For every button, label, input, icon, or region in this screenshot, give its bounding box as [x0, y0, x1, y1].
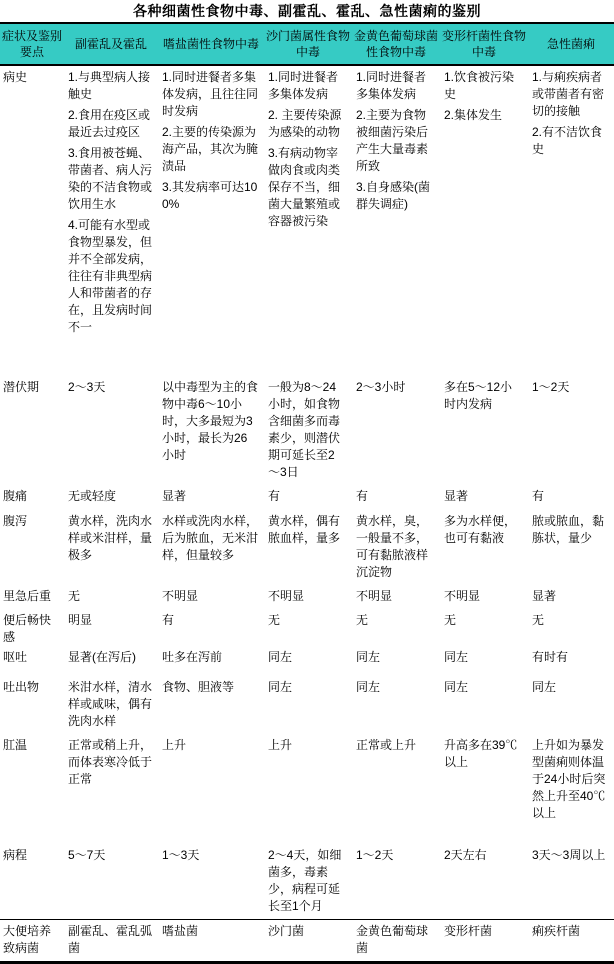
- cell-paragraph: 同左: [532, 680, 557, 694]
- cell-paragraph: 有: [356, 489, 369, 503]
- table-cell: [528, 734, 614, 844]
- table-cell: [64, 920, 158, 963]
- table-row: [0, 376, 614, 485]
- cell-paragraph: 黄水样，洗肉水样或米泔样，量极多: [68, 514, 153, 562]
- table-cell: [264, 585, 352, 609]
- cell-paragraph: 同左: [356, 650, 381, 664]
- table-cell: [352, 585, 440, 609]
- table-cell: [264, 376, 352, 485]
- cell-paragraph: 2～3天: [68, 380, 106, 394]
- table-cell: [264, 485, 352, 510]
- cell-paragraph: 3.其发病率可达100%: [162, 180, 258, 211]
- cell-paragraph: 同左: [268, 650, 293, 664]
- cell-paragraph: 3天～3周以上: [532, 848, 606, 862]
- cell-paragraph: 无: [68, 589, 81, 603]
- cell-paragraph: 黄水样，臭，一般量不多，可有黏脓液样沉淀物: [356, 514, 429, 579]
- table-row: [0, 485, 614, 510]
- table-cell: [64, 609, 158, 646]
- table-row: [0, 646, 614, 676]
- table-cell: [440, 585, 528, 609]
- table-cell: [158, 65, 264, 376]
- table-cell: [64, 676, 158, 734]
- cell-paragraph: 1～3天: [162, 848, 200, 862]
- table-cell: [352, 646, 440, 676]
- table-cell: [352, 676, 440, 734]
- cell-paragraph: 不明显: [444, 589, 481, 603]
- cell-paragraph: 正常或上升: [356, 738, 417, 752]
- cell-paragraph: 变形杆菌: [444, 924, 493, 938]
- cell-paragraph: 显著(在泻后): [68, 650, 136, 664]
- table-cell: [158, 676, 264, 734]
- cell-paragraph: 上升如为暴发型菌痢则体温于24小时后突然上升至40℃以上: [532, 738, 606, 820]
- table-cell: [528, 844, 614, 920]
- table-cell: [440, 485, 528, 510]
- table-cell: [352, 510, 440, 585]
- row-label: 潜伏期: [3, 380, 40, 394]
- table-cell: [64, 585, 158, 609]
- cell-paragraph: 有时有: [532, 650, 569, 664]
- cell-paragraph: 无或轻度: [68, 489, 117, 503]
- row-label: 腹痛: [3, 489, 28, 503]
- cell-paragraph: 食物、胆液等: [162, 680, 235, 694]
- cell-paragraph: 2.主要的传染源为海产品，其次为腌渍品: [162, 125, 259, 173]
- table-cell: [158, 844, 264, 920]
- table-body: [0, 65, 614, 963]
- cell-paragraph: 有: [268, 489, 281, 503]
- table-cell: [440, 65, 528, 376]
- table-cell: [158, 734, 264, 844]
- row-label: 肛温: [3, 738, 28, 752]
- cell-paragraph: 脓或脓血，黏胨状，量少: [532, 514, 605, 545]
- table-cell: [264, 734, 352, 844]
- table-cell: [528, 485, 614, 510]
- table-cell: [158, 920, 264, 963]
- cell-paragraph: 1～2天: [532, 380, 570, 394]
- cell-paragraph: 同左: [444, 680, 469, 694]
- table-cell: [352, 844, 440, 920]
- table-cell: [440, 734, 528, 844]
- cell-paragraph: 4.可能有水型或食物型暴发，但并不全部发病，往往有非典型病人和带菌者的存在，且发病时间不一: [68, 218, 153, 334]
- table-cell: [440, 676, 528, 734]
- table-row: [0, 585, 614, 609]
- row-label: 病程: [3, 848, 28, 862]
- cell-paragraph: 多为水样便，也可有黏液: [444, 514, 517, 545]
- cell-paragraph: 多在5～12小时内发病: [444, 380, 513, 411]
- cell-paragraph: 有: [162, 613, 175, 627]
- row-label: 便后畅快感: [3, 613, 52, 644]
- table-cell: [440, 920, 528, 963]
- column-header: 副霍乱及霍乱: [74, 37, 147, 51]
- table-cell: [264, 609, 352, 646]
- table-cell: [64, 734, 158, 844]
- table-cell: [64, 485, 158, 510]
- table-row: [0, 609, 614, 646]
- column-header: 急性菌痢: [546, 37, 595, 51]
- row-label: 呕吐: [3, 650, 28, 664]
- cell-paragraph: 3.食用被苍蝇、带菌者、病人污染的不洁食物或饮用生水: [68, 146, 153, 211]
- table-cell: [528, 65, 614, 376]
- cell-paragraph: 2天左右: [444, 848, 487, 862]
- cell-paragraph: 3.自身感染(菌群失调症): [356, 180, 431, 211]
- table-cell: [64, 65, 158, 376]
- table-cell: [264, 920, 352, 963]
- cell-paragraph: 痢疾杆菌: [532, 924, 581, 938]
- row-label: 大便培养致病菌: [3, 924, 52, 955]
- cell-paragraph: 不明显: [268, 589, 305, 603]
- cell-paragraph: 2.主要为食物被细菌污染后产生大量毒素所致: [356, 108, 429, 173]
- table-cell: [64, 510, 158, 585]
- table-row: [0, 734, 614, 844]
- cell-paragraph: 5～7天: [68, 848, 106, 862]
- cell-paragraph: 3.有病动物宰做肉食或肉类保存不当，细菌大量繁殖或容器被污染: [268, 146, 341, 228]
- cell-paragraph: 1.同时进餐者多集体发病: [356, 70, 427, 101]
- cell-paragraph: 一般为8～24小时，如食物含细菌多而毒素少，则潜伏期可延长至2～3日: [268, 380, 341, 479]
- table-header-row: [0, 23, 614, 65]
- row-label: 腹泻: [3, 514, 28, 528]
- table-cell: [440, 609, 528, 646]
- cell-paragraph: 无: [444, 613, 457, 627]
- cell-paragraph: 无: [268, 613, 281, 627]
- cell-paragraph: 正常或稍上升，而体表寒冷低于正常: [68, 738, 153, 786]
- table-cell: [158, 376, 264, 485]
- table-cell: [440, 376, 528, 485]
- cell-paragraph: 不明显: [162, 589, 199, 603]
- cell-paragraph: 升高多在39℃以上: [444, 738, 518, 769]
- cell-paragraph: 2～4天，如细菌多，毒素少，病程可延长至1个月: [268, 848, 342, 913]
- cell-paragraph: 2.集体发生: [444, 108, 503, 122]
- cell-paragraph: 金黄色葡萄球菌: [356, 924, 429, 955]
- table-cell: [528, 676, 614, 734]
- table-cell: [352, 609, 440, 646]
- column-header: 症状及鉴别要点: [2, 29, 63, 59]
- table-row: [0, 65, 614, 376]
- table-cell: [264, 510, 352, 585]
- table-cell: [440, 844, 528, 920]
- cell-paragraph: 水样或洗肉水样，后为脓血，无米泔样，但量较多: [162, 514, 259, 562]
- page-title: 各种细菌性食物中毒、副霍乱、霍乱、急性菌痢的鉴别: [133, 3, 481, 19]
- cell-paragraph: 2～3小时: [356, 380, 406, 394]
- cell-paragraph: 1.与典型病人接触史: [68, 70, 151, 101]
- table-cell: [440, 646, 528, 676]
- table-cell: [528, 376, 614, 485]
- table-row: [0, 844, 614, 920]
- table-cell: [158, 609, 264, 646]
- table-cell: [264, 65, 352, 376]
- table-cell: [264, 676, 352, 734]
- cell-paragraph: 吐多在泻前: [162, 650, 223, 664]
- cell-paragraph: 无: [532, 613, 545, 627]
- cell-paragraph: 2.食用在疫区或最近去过疫区: [68, 108, 151, 139]
- table-cell: [352, 376, 440, 485]
- table-cell: [440, 510, 528, 585]
- column-header: 沙门菌属性食物中毒: [266, 29, 351, 59]
- cell-paragraph: 显著: [444, 489, 469, 503]
- table-cell: [352, 734, 440, 844]
- cell-paragraph: 无: [356, 613, 369, 627]
- cell-paragraph: 嗜盐菌: [162, 924, 199, 938]
- table-cell: [64, 646, 158, 676]
- cell-paragraph: 米泔水样，清水样或咸味，偶有洗肉水样: [68, 680, 153, 728]
- table-cell: [528, 609, 614, 646]
- cell-paragraph: 显著: [532, 589, 557, 603]
- cell-paragraph: 同左: [268, 680, 293, 694]
- cell-paragraph: 显著: [162, 489, 187, 503]
- cell-paragraph: 上升: [268, 738, 293, 752]
- table-cell: [264, 844, 352, 920]
- table-cell: [158, 510, 264, 585]
- table-cell: [264, 646, 352, 676]
- cell-paragraph: 副霍乱、霍乱弧菌: [68, 924, 153, 955]
- table-cell: [528, 510, 614, 585]
- comparison-table: [0, 22, 614, 964]
- cell-paragraph: 同左: [356, 680, 381, 694]
- cell-paragraph: 以中毒型为主的食物中毒6～10小时，大多最短为3小时，最长为26小时: [162, 380, 259, 462]
- table-cell: [158, 485, 264, 510]
- table-cell: [528, 646, 614, 676]
- table-cell: [158, 646, 264, 676]
- table-cell: [528, 920, 614, 963]
- cell-paragraph: 2.有不洁饮食史: [532, 125, 603, 156]
- column-header: 金黄色葡萄球菌性食物中毒: [354, 29, 439, 59]
- cell-paragraph: 沙门菌: [268, 924, 305, 938]
- row-label: 里急后重: [3, 589, 52, 603]
- row-label: 病史: [3, 70, 28, 84]
- table-cell: [352, 920, 440, 963]
- table-cell: [352, 65, 440, 376]
- cell-paragraph: 1.饮食被污染史: [444, 70, 515, 101]
- column-header: 嗜盐菌性食物中毒: [162, 37, 259, 51]
- table-cell: [528, 585, 614, 609]
- cell-paragraph: 不明显: [356, 589, 393, 603]
- table-cell: [64, 844, 158, 920]
- table-cell: [352, 485, 440, 510]
- cell-paragraph: 1～2天: [356, 848, 394, 862]
- cell-paragraph: 1.同时进餐者多集体发病: [268, 70, 339, 101]
- cell-paragraph: 上升: [162, 738, 187, 752]
- table-cell: [158, 585, 264, 609]
- cell-paragraph: 黄水样，偶有脓血样，量多: [268, 514, 341, 545]
- table-row: [0, 920, 614, 963]
- column-header: 变形杆菌性食物中毒: [442, 29, 527, 59]
- row-label: 吐出物: [3, 680, 40, 694]
- cell-paragraph: 有: [532, 489, 545, 503]
- cell-paragraph: 同左: [444, 650, 469, 664]
- table-row: [0, 676, 614, 734]
- table-row: [0, 510, 614, 585]
- table-cell: [64, 376, 158, 485]
- cell-paragraph: 1.同时进餐者多集体发病，且往往同时发病: [162, 70, 259, 118]
- cell-paragraph: 2. 主要传染源为感染的动物: [268, 108, 342, 139]
- cell-paragraph: 明显: [68, 613, 93, 627]
- cell-paragraph: 1.与痢疾病者或带菌者有密切的接触: [532, 70, 605, 118]
